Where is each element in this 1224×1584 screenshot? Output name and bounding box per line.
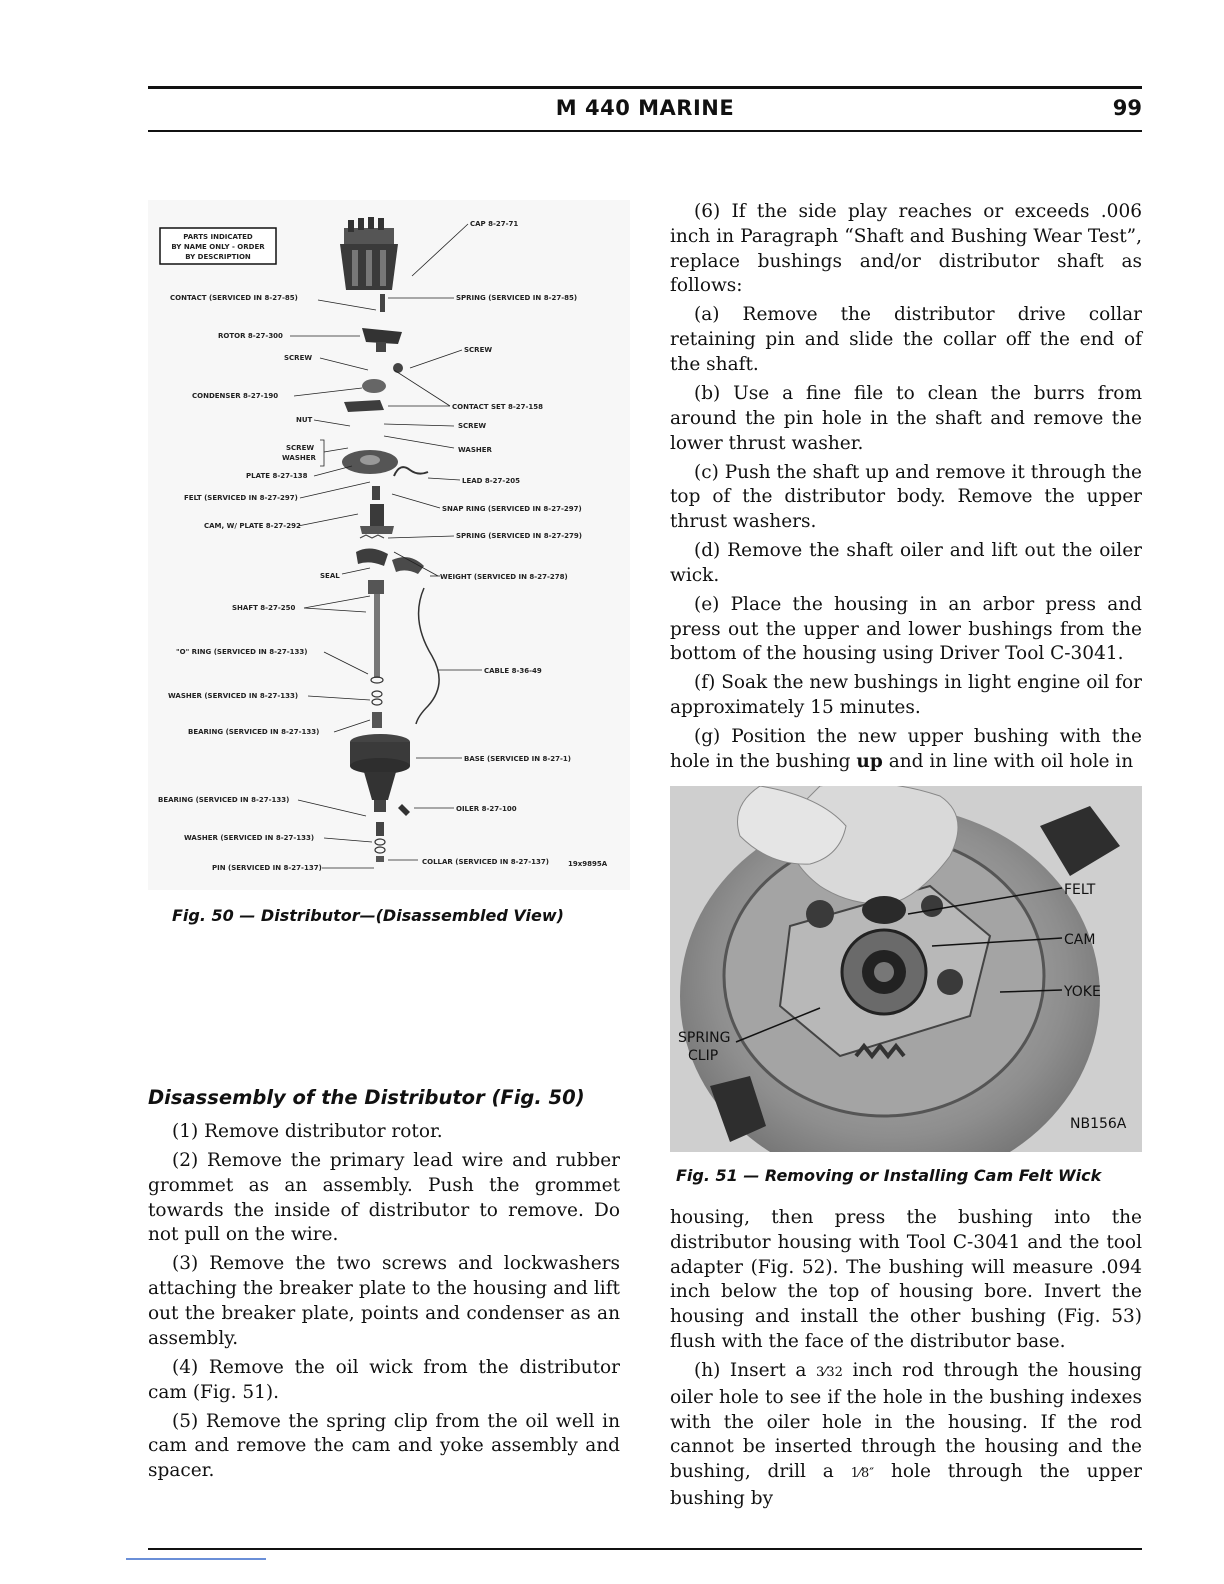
- label-spring-2: SPRING (SERVICED IN 8-27-279): [456, 532, 582, 540]
- photo-label-yoke: YOKE: [1064, 984, 1101, 1000]
- paragraph-4: (4) Remove the oil wick from the distributor cam (Fig. 51).: [148, 1356, 620, 1403]
- paragraph-g-bold: up: [856, 751, 883, 773]
- label-cam: CAM, W/ PLATE 8-27-292: [204, 522, 301, 530]
- paragraph-d: (d) Remove the shaft oiler and lift out the oiler wick.: [670, 540, 1142, 586]
- label-felt: FELT (SERVICED IN 8-27-297): [184, 494, 298, 502]
- header-rule-bottom: [148, 130, 1142, 132]
- paragraph-1: (1) Remove distributor rotor.: [172, 1121, 443, 1142]
- label-weight: WEIGHT (SERVICED IN 8-27-278): [440, 573, 568, 581]
- label-base: BASE (SERVICED IN 8-27-1): [464, 755, 572, 763]
- paragraph-g-continued: housing, then press the bushing into the distributor housing with Tool C-3041 and the tool adapter (Fig. 52). The bushing will measure .094 inch below the top of housing bore. Invert the housing and install the other bushing (Fig. 53) flush with the face of the distributor base.: [670, 1207, 1142, 1352]
- photo-label-clip: CLIP: [688, 1048, 719, 1064]
- right-column-bottom: [670, 1206, 1142, 1516]
- paragraph-h: [670, 1359, 1142, 1512]
- figure-50-distributor-exploded: [148, 200, 630, 890]
- label-bearing-2: BEARING (SERVICED IN 8-27-133): [158, 796, 290, 804]
- paragraph-h-text-2: inch rod through the housing oiler hole to see if the hole in the bushing indexes with the oiler hole in the housing. If the rod cannot be inserted through the housing and the bushing, drill a: [670, 1359, 1142, 1483]
- parts-note-line-1: PARTS INDICATED: [183, 233, 253, 241]
- figure-51-caption: Fig. 51 — Removing or Installing Cam Felt Wick: [676, 1166, 1102, 1185]
- paragraph-c: (c) Push the shaft up and remove it through the top of the distributor body. Remove the upper thrust washers.: [670, 461, 1142, 533]
- paragraph-h-text-3: hole through the upper bushing by: [670, 1461, 1142, 1509]
- paragraph-g-text-1: (g) Position the new upper bushing with the hole in the bushing: [670, 726, 1142, 773]
- figure-51-photo: [670, 786, 1142, 1152]
- label-pin: PIN (SERVICED IN 8-27-137): [212, 864, 322, 872]
- footer-rule: [148, 1548, 1142, 1550]
- paragraph-2: (2) Remove the primary lead wire and rubber grommet as an assembly. Push the grommet towards the inside of distributor to remove. Do not pull on the wire.: [148, 1149, 620, 1246]
- label-washer-1: WASHER (SERVICED IN 8-27-133): [168, 692, 299, 700]
- paragraph-a: (a) Remove the distributor drive collar retaining pin and slide the collar off the end of the shaft.: [670, 304, 1142, 375]
- photo-ref-code: NB156A: [1070, 1116, 1127, 1132]
- label-cable: CABLE 8-36-49: [484, 667, 542, 675]
- label-seal: SEAL: [320, 572, 340, 580]
- label-o-ring: "O" RING (SERVICED IN 8-27-133): [176, 648, 308, 656]
- label-snap-ring: SNAP RING (SERVICED IN 8-27-297): [442, 505, 582, 513]
- label-spring-1: SPRING (SERVICED IN 8-27-85): [456, 294, 578, 302]
- footer-accent-line: [126, 1558, 266, 1560]
- paragraph-e: (e) Place the housing in an arbor press and press out the upper and lower bushings from the bottom of the housing using Driver Tool C-3041.: [670, 593, 1142, 665]
- paragraph-5: (5) Remove the spring clip from the oil well in cam and remove the cam and yoke assembly and spacer.: [148, 1410, 620, 1482]
- fraction-1-8: 1⁄8″: [850, 1466, 875, 1482]
- label-washer-b: WASHER: [458, 446, 492, 454]
- label-cap: CAP 8-27-71: [470, 220, 519, 228]
- figure-51-drawing: [670, 786, 1142, 1152]
- label-screw-d: SCREW: [286, 444, 315, 452]
- label-bearing-1: BEARING (SERVICED IN 8-27-133): [188, 728, 320, 736]
- label-screw-a: SCREW: [284, 354, 313, 362]
- label-shaft: SHAFT 8-27-250: [232, 604, 296, 612]
- photo-label-cam: CAM: [1064, 932, 1096, 948]
- label-plate: PLATE 8-27-138: [246, 472, 308, 480]
- page-number: 99: [1112, 96, 1142, 120]
- label-screw-b: SCREW: [464, 346, 493, 354]
- label-screw-c: SCREW: [458, 422, 487, 430]
- label-lead: LEAD 8-27-205: [462, 477, 520, 485]
- right-column-top: [670, 200, 1142, 779]
- paragraph-f: (f) Soak the new bushings in light engine oil for approximately 15 minutes.: [670, 672, 1142, 719]
- header-rule-top: [148, 86, 1142, 89]
- label-oiler: OILER 8-27-100: [456, 805, 517, 813]
- paragraph-g: [670, 725, 1142, 775]
- page-title: M 440 MARINE: [555, 96, 735, 120]
- label-contact: CONTACT (SERVICED IN 8-27-85): [170, 294, 298, 302]
- section-heading: Disassembly of the Distributor (Fig. 50): [148, 1086, 585, 1109]
- left-column-text: [148, 1120, 620, 1488]
- label-washer-a: WASHER: [282, 454, 316, 462]
- paragraph-g-text-2: and in line with oil hole in: [882, 751, 1134, 773]
- label-nut: NUT: [296, 416, 313, 424]
- label-collar: COLLAR (SERVICED IN 8-27-137): [422, 858, 549, 866]
- parts-note-line-2: BY NAME ONLY - ORDER: [171, 243, 265, 251]
- label-contact-set: CONTACT SET 8-27-158: [452, 403, 544, 411]
- paragraph-h-text-1: (h) Insert a: [694, 1359, 816, 1381]
- figure-50-caption: Fig. 50 — Distributor—(Disassembled View): [172, 906, 564, 925]
- paragraph-b: (b) Use a fine file to clean the burrs from around the pin hole in the shaft and remove the lower thrust washer.: [670, 382, 1142, 454]
- photo-label-spring: SPRING: [678, 1030, 731, 1046]
- label-washer-2: WASHER (SERVICED IN 8-27-133): [184, 834, 315, 842]
- label-figure-50-ref: 19x9895A: [568, 860, 608, 868]
- paragraph-3: (3) Remove the two screws and lockwashers attaching the breaker plate to the housing and lift out the breaker plate, points and condenser as an assembly.: [148, 1253, 620, 1349]
- paragraph-6: (6) If the side play reaches or exceeds .006 inch in Paragraph “Shaft and Bushing Wear Test”, replace bushings and/or distributor shaft as follows:: [670, 201, 1142, 297]
- label-condenser: CONDENSER 8-27-190: [192, 392, 279, 400]
- label-rotor: ROTOR 8-27-300: [218, 332, 283, 340]
- fraction-3-32: 3⁄32: [815, 1364, 843, 1380]
- photo-label-felt: FELT: [1064, 882, 1096, 898]
- parts-note-line-3: BY DESCRIPTION: [185, 253, 251, 261]
- figure-50-drawing: [148, 200, 630, 890]
